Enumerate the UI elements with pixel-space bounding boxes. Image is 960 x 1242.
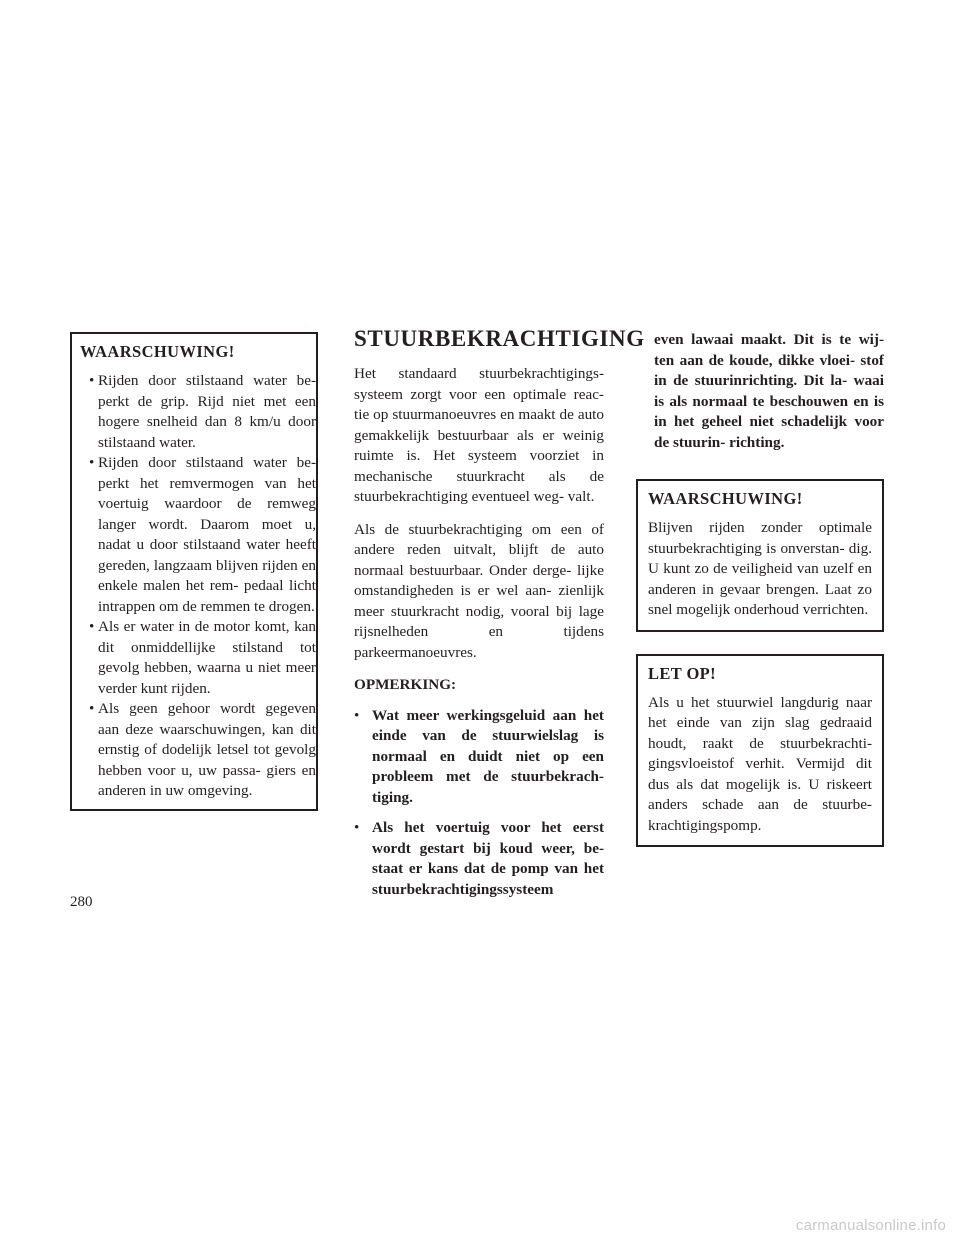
note-label: OPMERKING: bbox=[354, 676, 457, 693]
bullet-dot-icon: • bbox=[354, 706, 360, 724]
watermark-text: carmanualsonline.info bbox=[795, 1217, 946, 1234]
note-bullet: • Wat meer werkingsgeluid aan het einde van de stuurwielslag is normaal en duidt niet op een probleem met de stuurbekrach- tiging. bbox=[354, 706, 604, 806]
warning-bullet: • Rijden door stilstaand water be- perkt het remvermogen van het voertuig waardoor de remweg langer wordt. Daarom moet u, nadat u door stilstaand water heeft gereden, langzaam blijven rijden en enkele malen het rem- pedaal licht intrappen om de remmen te drogen. bbox=[89, 454, 316, 615]
section-paragraph-1: Het standaard stuurbekrachtigings- systeem zorgt voor een optimale reac- tie op stuurmanoeuvres en maakt de auto gemakkelijk bestuurbaar als er weinig ruimte is. Het systeem voorziet in mechanische stuurkracht als de stuurbekrachtiging eventueel weg- valt. bbox=[354, 365, 604, 505]
right-column bbox=[636, 330, 884, 869]
bullet-dot-icon: • bbox=[89, 700, 95, 717]
note-bullet: • Als het voertuig voor het eerst wordt gestart bij koud weer, be- staat er kans dat de pomp van het stuurbekrachtigingssysteem bbox=[354, 819, 604, 898]
caution-text: Als u het stuurwiel langdurig naar het einde van zijn slag gedraaid houdt, raakt de stuurbekrachti- gingsvloeistof verhit. Vermijd dit dus als dat mogelijk is. U riskeert anders schade aan de stuurbe- krachtigingspomp. bbox=[648, 693, 872, 834]
bullet-dot-icon: • bbox=[89, 372, 95, 389]
bullet-dot-icon: • bbox=[89, 618, 95, 635]
section-paragraph-2: Als de stuurbekrachtiging om een of andere reden uitvalt, blijft de auto normaal bestuurbaar. Onder derge- lijke omstandigheden is er wel aan- zienlijk meer stuurkracht nodig, vooral bij lage rijsnelheden en tijdens parkeermanoeuvres. bbox=[354, 520, 604, 661]
note-bullet-list bbox=[354, 706, 604, 901]
middle-column bbox=[354, 326, 645, 910]
bullet-dot-icon: • bbox=[89, 454, 95, 471]
warning-title: WAARSCHUWING! bbox=[80, 342, 235, 361]
warning-bullet: • Als geen gehoor wordt gegeven aan deze waarschuwingen, kan dit ernstig of dodelijk letsel tot gevolg hebben voor u, uw passa- giers en anderen in uw omgeving. bbox=[89, 700, 316, 799]
warning-bullet: • Rijden door stilstaand water be- perkt de grip. Rijd niet met een hogere snelheid dan 8 km/u door stilstaand water. bbox=[89, 372, 316, 451]
bullet-dot-icon: • bbox=[354, 819, 360, 836]
warning-text: Blijven rijden zonder optimale stuurbekrachtiging is onverstan- dig. U kunt zo de veiligheid van uzelf en anderen in gevaar brengen. Laat zo snel mogelijk onderhoud verrichten. bbox=[648, 519, 872, 618]
warning-title: WAARSCHUWING! bbox=[648, 489, 803, 508]
page-number: 280 bbox=[70, 894, 93, 910]
note-continuation: even lawaai maakt. Dit is te wij- ten aan de koude, dikke vloei- stof in de stuurinrichting. Dit la- waai is als normaal te beschouwen en is in het geheel niet schadelijk voor de stuurin- richting. bbox=[654, 331, 884, 451]
warning-box-water bbox=[70, 332, 318, 811]
left-column bbox=[70, 332, 318, 811]
warning-bullet-list bbox=[80, 371, 316, 802]
caution-title: LET OP! bbox=[648, 663, 717, 683]
caution-box bbox=[636, 654, 884, 848]
warning-box-steering bbox=[636, 479, 884, 632]
warning-bullet: • Als er water in de motor komt, kan dit onmiddellijke stilstand tot gevolg hebben, waarna u niet meer verder kunt rijden. bbox=[89, 618, 316, 697]
section-title: STUURBEKRACHTIGING bbox=[354, 326, 645, 351]
